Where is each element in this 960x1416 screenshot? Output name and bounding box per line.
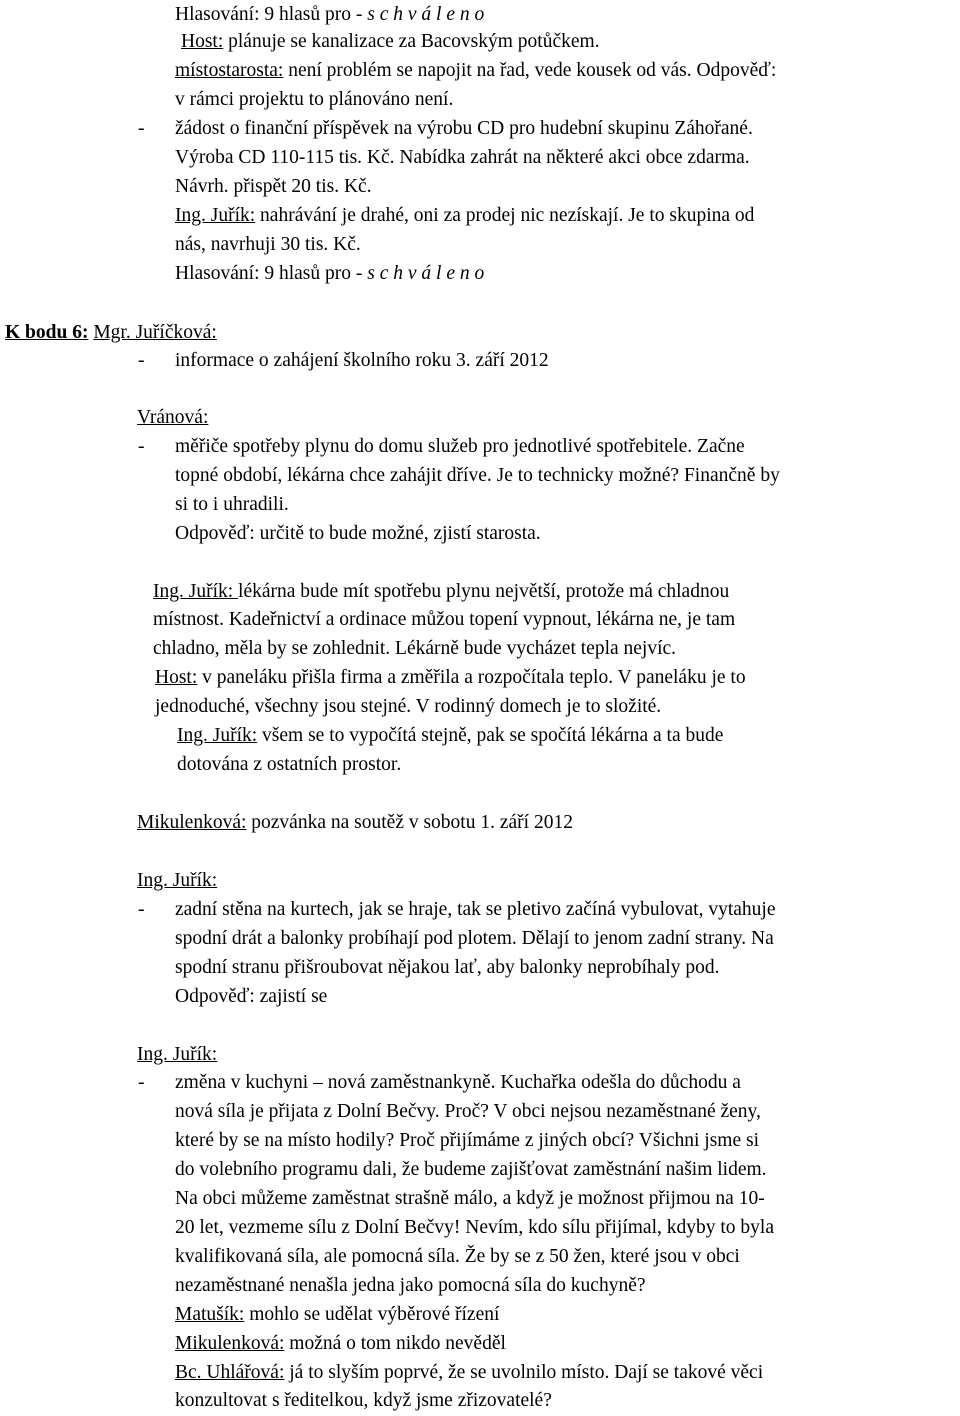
speaker-ing-jurik: Ing. Juřík: — [177, 725, 258, 746]
statement: v paneláku přišla firma a změřila a rozpočítala teplo. V paneláku je to — [197, 667, 746, 688]
juriK-statement — [175, 201, 955, 230]
statement: mohlo se udělat výběrové řízení — [244, 1304, 500, 1325]
jurik-calc-statement — [177, 721, 955, 750]
text-line: Výroba CD 110-115 tis. Kč. Nabídka zahrát na některé akci obce zdarma. — [175, 147, 750, 168]
speaker-ing-jurik: Ing. Juřík: — [137, 870, 218, 891]
bullet-dash: - — [138, 1072, 145, 1093]
speaker-mikulenkova: Mikulenková: — [175, 1333, 285, 1354]
speaker-mikulenkova: Mikulenková: — [137, 812, 247, 833]
text-line: jednoduché, všechny jsou stejné. V rodinný domech je to složité. — [155, 696, 662, 717]
speaker-ing-jurik: Ing. Juřík: — [137, 1044, 218, 1065]
bullet-dash: - — [138, 118, 145, 139]
statement: není problém se napojit na řad, vede kousek od vás. Odpověď: — [283, 60, 777, 81]
vote-line-1 — [175, 0, 484, 29]
text-line: dotována z ostatních prostor. — [177, 754, 402, 775]
speaker-ing-jurik: Ing. Juřík: — [175, 205, 256, 226]
statement: pozvánka na soutěž v sobotu 1. září 2012 — [246, 812, 573, 833]
host-line-2 — [155, 663, 746, 692]
answer-line: Odpověď: zajistí se — [175, 986, 328, 1007]
speaker-vranova: Vránová: — [137, 407, 209, 428]
text-line: které by se na místo hodily? Proč přijímáme z jiných obcí? Všichni jsme si — [175, 1130, 759, 1151]
text-line: do volebního programu dali, že budeme zajišťovat zaměstnání našim lidem. — [175, 1159, 767, 1180]
agenda-item-6-heading — [5, 318, 217, 347]
bullet-text: zadní stěna na kurtech, jak se hraje, tak se pletivo začíná vybulovat, vytahuje — [175, 899, 776, 920]
text-line: nás, navrhuji 30 tis. Kč. — [175, 234, 361, 255]
text-line: nová síla je přijata z Dolní Bečvy. Proč? V obci nejsou nezaměstnané ženy, — [175, 1101, 761, 1122]
vote-text: Hlasování: 9 hlasů pro - — [175, 4, 368, 25]
speaker-matusik: Matušík: — [175, 1304, 245, 1325]
speaker-ing-jurik: Ing. Juřík: — [153, 581, 239, 602]
text-line: konzultovat s ředitelkou, když jsme zřizovatelé? — [175, 1390, 552, 1411]
statement: nahrávání je drahé, oni za prodej nic nezískají. Je to skupina od — [255, 205, 755, 226]
statement: možná o tom nikdo nevěděl — [284, 1333, 506, 1354]
text-line: chladno, měla by se zohlednit. Lékárně bude vycházet tepla nejvíc. — [153, 638, 677, 659]
agenda-label: K bodu 6: — [5, 322, 89, 343]
text-line: místnost. Kadeřnictví a ordinace můžou topení vypnout, lékárna ne, je tam — [153, 609, 736, 630]
bullet-text: žádost o finanční příspěvek na výrobu CD pro hudební skupinu Záhořané. — [175, 118, 753, 139]
statement: všem se to vypočítá stejně, pak se spočítá lékárna a ta bude — [257, 725, 724, 746]
answer-line: Odpověď: určitě to bude možné, zjistí starosta. — [175, 523, 541, 544]
text-line: 20 let, vezmeme sílu z Dolní Bečvy! Nevím, kdo sílu přijímal, kdyby to byla — [175, 1217, 774, 1238]
text-line: spodní stranu přišroubovat nějakou lať, aby balonky neprobíhaly pod. — [175, 957, 720, 978]
mikulenkova-invite — [137, 808, 573, 837]
bullet-text: změna v kuchyni – nová zaměstnankyně. Kuchařka odešla do důchodu a — [175, 1072, 741, 1093]
vote-text: Hlasování: 9 hlasů pro - — [175, 263, 368, 284]
speaker-host: Host: — [181, 31, 224, 52]
speaker-host: Host: — [155, 667, 198, 688]
bullet-dash: - — [138, 436, 145, 457]
text-line: Na obci můžeme zaměstnat strašně málo, a když je možnost přijmou na 10- — [175, 1188, 765, 1209]
speaker-deputy-mayor: místostarosta: — [175, 60, 284, 81]
text-line: kvalifikovaná síla, ale pomocná síla. Že by se z 50 žen, které jsou v obci — [175, 1246, 740, 1267]
speaker-bc-uhlarova: Bc. Uhlářová: — [175, 1362, 285, 1383]
vote-result: s c h v á l e n o — [367, 263, 485, 284]
text-line: spodní drát a balonky probíhají pod plotem. Dělají to jenom zadní strany. Na — [175, 928, 774, 949]
text-line: Návrh. přispět 20 tis. Kč. — [175, 176, 372, 197]
bullet-text: informace o zahájení školního roku 3. září 2012 — [175, 350, 549, 371]
bullet-dash: - — [138, 350, 145, 371]
host-line-1 — [181, 27, 600, 56]
mikulenkova-line — [175, 1329, 506, 1358]
uhlarova-line — [175, 1358, 763, 1387]
matusik-line — [175, 1300, 499, 1329]
jurik-pharmacy-statement — [153, 577, 955, 606]
text-line: topné období, lékárna chce zahájit dříve. Je to technicky možné? Finančně by — [175, 465, 780, 486]
statement: já to slyším poprvé, že se uvolnilo místo. Dají se takové věci — [284, 1362, 764, 1383]
text-line: v rámci projektu to plánováno není. — [175, 89, 454, 110]
statement: lékárna bude mít spotřebu plynu největší, protože má chladnou — [238, 581, 730, 602]
deputy-mayor-line — [175, 56, 776, 85]
bullet-text: měřiče spotřeby plynu do domu služeb pro jednotlivé spotřebitele. Začne — [175, 436, 745, 457]
vote-result: s c h v á l e n o — [367, 4, 485, 25]
text-line: si to i uhradili. — [175, 494, 289, 515]
speaker-mgr-jurickova: Mgr. Juříčková: — [93, 322, 217, 343]
vote-line-2 — [175, 259, 484, 288]
text-line: nezaměstnané nenašla jedna jako pomocná síla do kuchyně? — [175, 1275, 646, 1296]
bullet-dash: - — [138, 899, 145, 920]
statement: plánuje se kanalizace za Bacovským potůčkem. — [223, 31, 600, 52]
